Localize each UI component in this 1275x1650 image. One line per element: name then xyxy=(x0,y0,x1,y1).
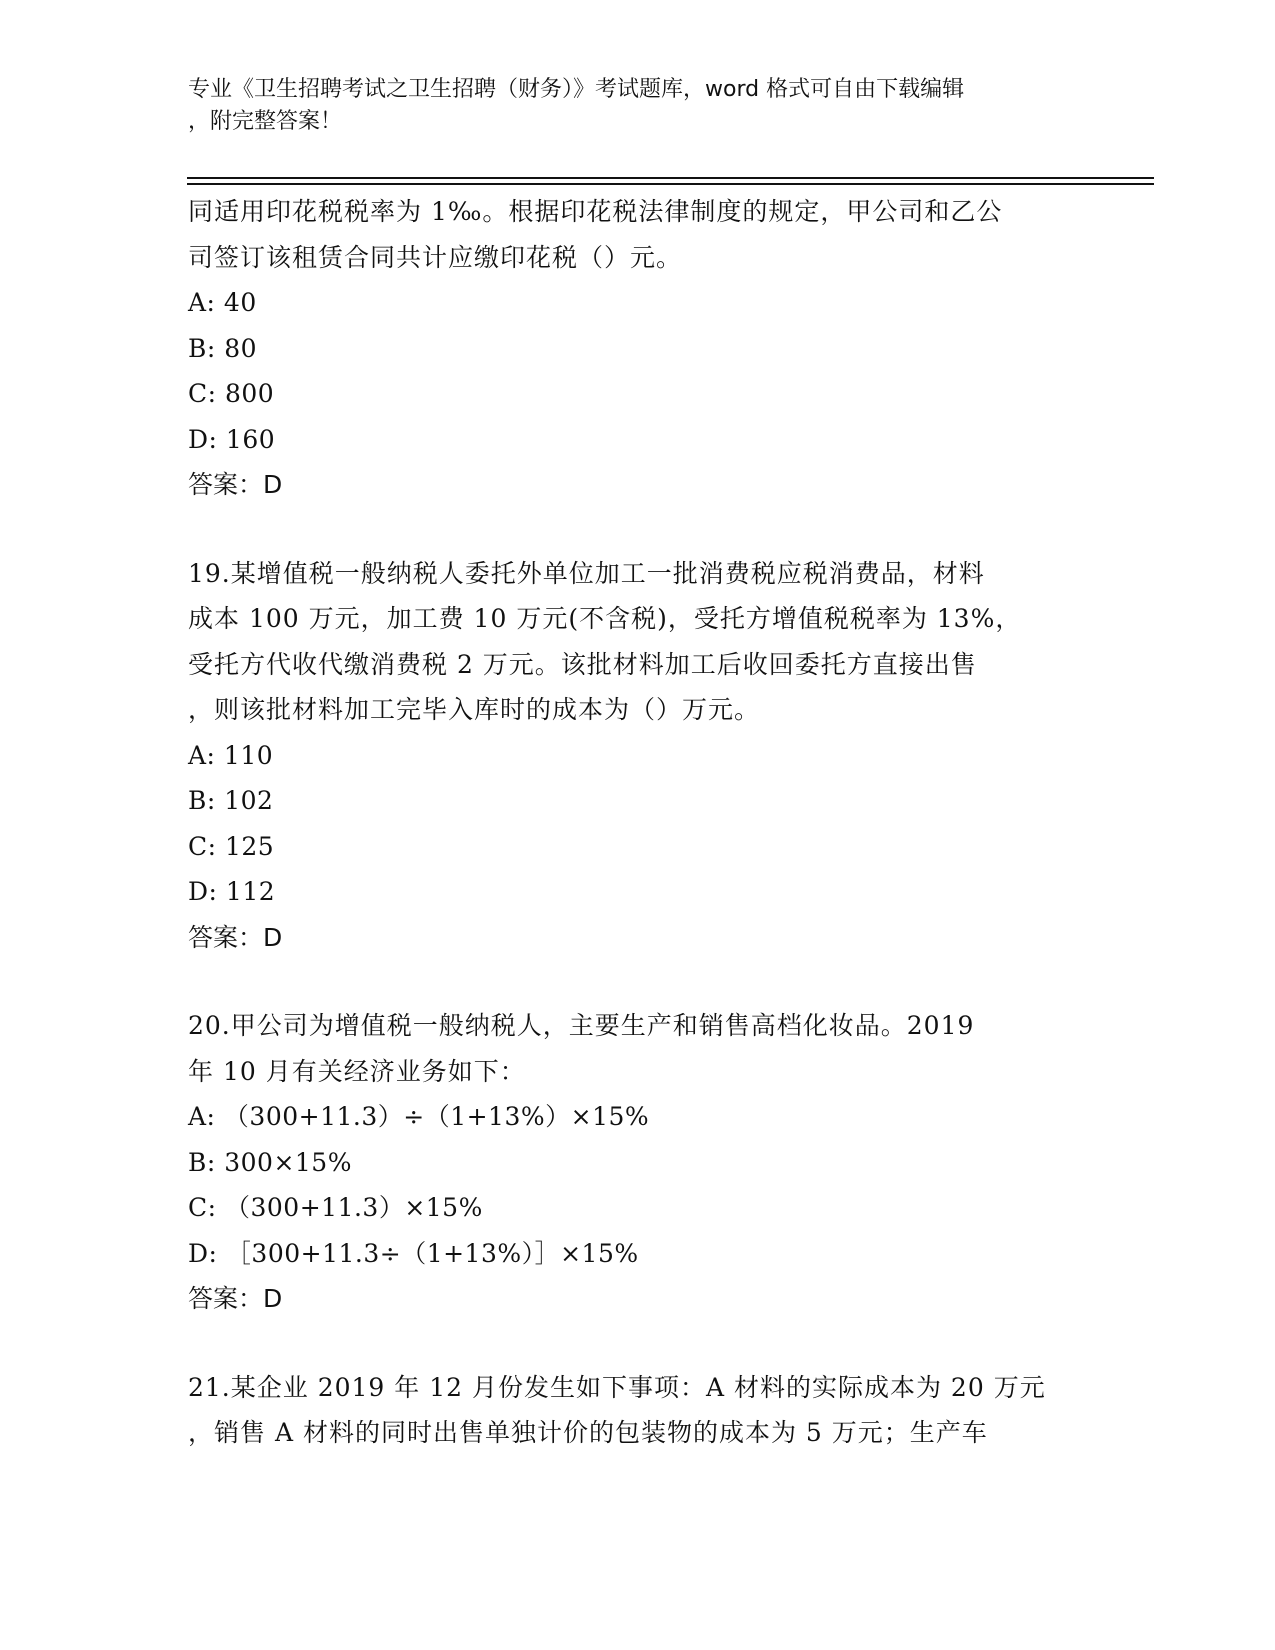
option-b: B: 80 xyxy=(188,333,258,363)
question-text-line: 受托方代收代缴消费税 2 万元。该批材料加工后收回委托方直接出售 xyxy=(188,649,977,679)
question-21 xyxy=(188,1365,1088,1456)
header-line-2: ，附完整答案！ xyxy=(188,109,343,134)
question-19 xyxy=(188,551,1088,961)
option-a: A: 40 xyxy=(188,288,257,317)
question-list xyxy=(188,189,1088,1456)
question-18 xyxy=(188,189,1088,508)
document-header xyxy=(188,74,1068,138)
option-a: A: （300+11.3）÷（1+13%）×15% xyxy=(188,1102,650,1131)
header-divider-bottom xyxy=(187,183,1154,185)
question-spacer xyxy=(188,960,1088,1003)
option-c: C: 125 xyxy=(188,831,275,861)
option-c: C: 800 xyxy=(188,379,275,408)
header-line-1: 专业《卫生招聘考试之卫生招聘（财务）》考试题库，word 格式可自由下载编辑 xyxy=(188,77,965,102)
question-text-line: 20.甲公司为增值税一般纳税人，主要生产和销售高档化妆品。2019 xyxy=(188,1011,975,1040)
option-d: D: ［300+11.3÷（1+13%）］×15% xyxy=(188,1238,639,1268)
question-text-line: 同适用印花税税率为 1‰。根据印花税法律制度的规定，甲公司和乙公 xyxy=(188,197,1003,226)
answer-label: 答案：D xyxy=(188,470,283,499)
question-spacer xyxy=(188,508,1088,551)
option-a: A: 110 xyxy=(188,740,274,770)
question-text-line: ，则该批材料加工完毕入库时的成本为（）万元。 xyxy=(188,695,761,724)
question-text-line: 19.某增值税一般纳税人委托外单位加工一批消费税应税消费品，材料 xyxy=(188,558,985,588)
question-20 xyxy=(188,1003,1088,1322)
answer-label: 答案：D xyxy=(188,1284,283,1313)
question-text-line: ，销售 A 材料的同时出售单独计价的包装物的成本为 5 万元；生产车 xyxy=(188,1418,988,1447)
option-d: D: 112 xyxy=(188,877,276,906)
option-b: B: 300×15% xyxy=(188,1147,352,1177)
question-spacer xyxy=(188,1322,1088,1365)
option-d: D: 160 xyxy=(188,424,276,454)
question-text-line: 司签订该租赁合同共计应缴印花税（）元。 xyxy=(188,242,683,272)
option-b: B: 102 xyxy=(188,786,274,815)
answer-label: 答案：D xyxy=(188,922,283,952)
header-divider-top xyxy=(187,177,1154,179)
question-text-line: 成本 100 万元，加工费 10 万元(不含税)，受托方增值税税率为 13%， xyxy=(188,604,1022,633)
question-text-line: 21.某企业 2019 年 12 月份发生如下事项：A 材料的实际成本为 20 万元 xyxy=(188,1372,1046,1402)
question-text-line: 年 10 月有关经济业务如下： xyxy=(188,1056,526,1086)
option-c: C: （300+11.3）×15% xyxy=(188,1193,483,1222)
